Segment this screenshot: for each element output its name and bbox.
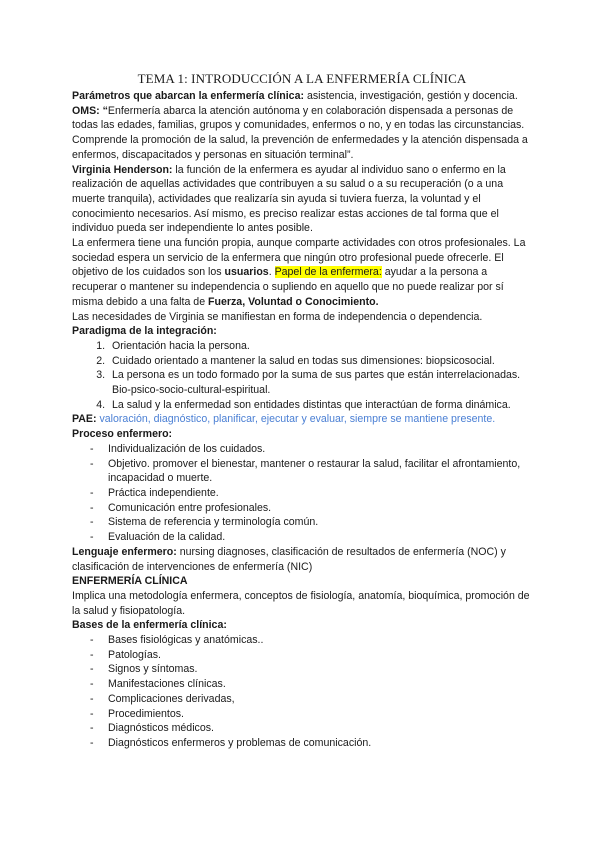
parametros-paragraph <box>72 89 532 104</box>
parametros-text: asistencia, investigación, gestión y docencia. <box>304 90 518 102</box>
list-item: - Comunicación entre profesionales. <box>72 501 532 516</box>
papel-highlight: Papel de la enfermera: <box>274 266 382 279</box>
list-item: - Signos y síntomas. <box>72 662 532 677</box>
necesidades-paragraph: Las necesidades de Virginia se manifiestan en forma de independencia o dependencia. <box>72 310 483 323</box>
funcion-text-1: La enfermera tiene una función propia, aunque comparte actividades con otros profesionales. La sociedad espera un servicio de la enfermera que ningún otro profesional puede ofrecerle. El objetivo de los cuidados son los <box>72 237 526 279</box>
bases-heading: Bases de la enfermería clínica: <box>72 619 227 632</box>
oms-paragraph <box>72 104 532 163</box>
page-title: TEMA 1: INTRODUCCIÓN A LA ENFERMERÍA CLÍNICA <box>137 71 467 86</box>
funcion-paragraph <box>72 236 532 310</box>
document-page <box>72 70 532 751</box>
parametros-label: Parámetros que abarcan la enfermería clínica: <box>72 90 304 102</box>
lenguaje-label: Lenguaje enfermero: <box>72 545 177 558</box>
list-item: - Patologías. <box>72 648 532 663</box>
list-item: - Sistema de referencia y terminología común. <box>72 515 532 530</box>
proceso-heading: Proceso enfermero: <box>72 428 173 441</box>
list-item: - Bases fisiológicas y anatómicas.. <box>72 633 532 648</box>
list-item: - Diagnósticos enfermeros y problemas de comunicación. <box>72 736 532 751</box>
oms-quote-mark: “ <box>99 104 108 117</box>
list-item: - Individualización de los cuidados. <box>72 442 532 457</box>
bases-list <box>72 633 532 751</box>
henderson-label: Virginia Henderson: <box>72 163 173 176</box>
proceso-list <box>72 442 532 545</box>
list-item: - Diagnósticos médicos. <box>72 721 532 736</box>
lenguaje-paragraph <box>72 545 532 574</box>
list-item: - Manifestaciones clínicas. <box>72 677 532 692</box>
funcion-dot: . <box>268 266 275 279</box>
oms-label: OMS: <box>72 104 100 117</box>
list-item: - Procedimientos. <box>72 707 532 722</box>
list-item: - Evaluación de la calidad. <box>72 530 532 545</box>
paradigma-list <box>72 339 532 413</box>
list-item: 3. La persona es un todo formado por la suma de sus partes que están interrelacionadas. Bio-psico-socio-cultural-espiritual. <box>108 368 532 397</box>
funcion-text-2: ayudar a la persona a recuperar o mantener su independencia o supliendo en aquello que no puede realizar por sí misma debido a una falta de <box>72 266 504 308</box>
list-item: - Práctica independiente. <box>72 486 532 501</box>
list-item: - Complicaciones derivadas, <box>72 692 532 707</box>
list-item: - Objetivo. promover el bienestar, mantener o restaurar la salud, facilitar el afrontamiento, incapacidad o muerte. <box>72 457 532 486</box>
list-item: 4. La salud y la enfermedad son entidades distintas que interactúan de forma dinámica. <box>108 398 532 413</box>
list-item: 1. Orientación hacia la persona. <box>108 339 532 354</box>
pae-paragraph <box>72 412 532 427</box>
lenguaje-text: nursing diagnoses, clasificación de resultados de enfermería (NOC) y clasificación de intervenciones de enfermería (NIC) <box>72 545 506 573</box>
oms-text: Enfermería abarca la atención autónoma y en colaboración dispensada a personas de todas las edades, familias, grupos y comunidades, enfermos o no, y en todas las circunstancias. Comprende la promoción de la salud, la prevención de enfermedades y la atención dispensada a enfermos, discapacitados y personas en situación terminal”. <box>72 104 528 161</box>
clinica-heading: ENFERMERÍA CLÍNICA <box>72 575 188 588</box>
pae-text: valoración, diagnóstico, planificar, ejecutar y evaluar, siempre se mantiene presente. <box>96 413 496 426</box>
clinica-paragraph: Implica una metodología enfermera, conceptos de fisiología, anatomía, bioquímica, promoción de la salud y fisiopatología. <box>72 589 530 617</box>
paradigma-heading: Paradigma de la integración: <box>72 325 217 338</box>
henderson-text: la función de la enfermera es ayudar al individuo sano o enfermo en la realización de aquellas actividades que contribuyen a su salud o a su recuperación (o a una muerte tranquila), actividades que realizaría sin ayuda si tuviera fuerza, la voluntad y el conocimiento necesarios. Así mismo, es preciso realizar estas acciones de tal forma que el individuo pueda ser independiente lo antes posible. <box>72 163 506 235</box>
pae-label: PAE: <box>72 413 97 426</box>
henderson-paragraph <box>72 163 532 237</box>
funcion-bold-end: Fuerza, Voluntad o Conocimiento. <box>208 295 379 308</box>
list-item: 2. Cuidado orientado a mantener la salud en todas sus dimensiones: biopsicosocial. <box>108 354 532 369</box>
usuarios-term: usuarios <box>224 266 269 279</box>
